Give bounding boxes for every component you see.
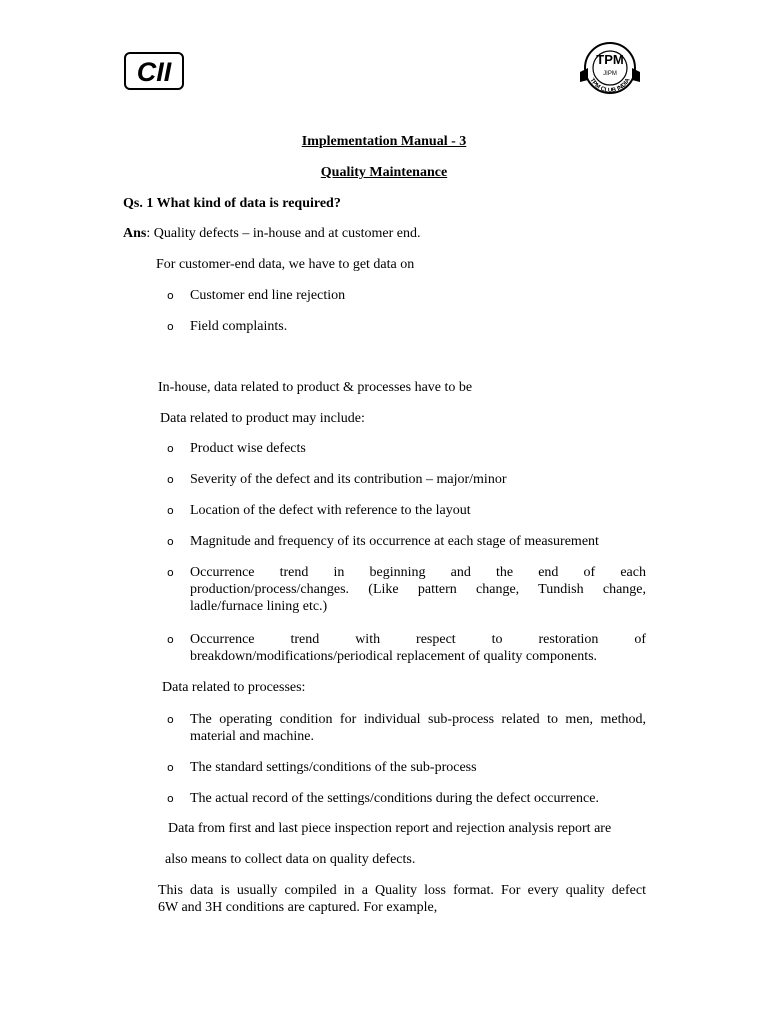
bullet-icon: o: [167, 442, 174, 455]
list-item-text: Customer end line rejection: [190, 288, 346, 303]
svg-text:TPM: TPM: [596, 52, 624, 67]
list-item-line: Occurrence trend with respect to restoration of: [190, 632, 646, 647]
customer-intro: For customer-end data, we have to get data on: [156, 257, 415, 272]
list-item-text: [190, 711, 646, 745]
answer-label: Ans: [123, 226, 147, 241]
list-item-line: Occurrence trend in beginning and the end of each: [190, 565, 646, 580]
list-item-text: [190, 631, 646, 665]
list-item-line: The operating condition for individual sub-process related to men, method,: [190, 712, 646, 727]
paragraph-line: This data is usually compiled in a Quality loss format. For every quality defect: [158, 883, 646, 898]
svg-text:TPM CLUB INDIA: TPM CLUB INDIA: [588, 77, 632, 95]
answer-line: [123, 225, 420, 242]
list-item-text: Severity of the defect and its contribution – major/minor: [190, 472, 507, 487]
list-item-line: breakdown/modifications/periodical replacement of quality components.: [190, 649, 598, 664]
page-subtitle: Quality Maintenance: [320, 165, 448, 180]
product-intro: Data related to product may include:: [160, 411, 365, 426]
paragraph: Data from first and last piece inspection report and rejection analysis report are: [168, 821, 612, 836]
list-item-text: The actual record of the settings/conditions during the defect occurrence.: [190, 791, 599, 806]
answer-text: : Quality defects – in-house and at customer end.: [146, 226, 421, 241]
list-item-text: [190, 564, 646, 615]
paragraph-line: 6W and 3H conditions are captured. For example,: [158, 900, 438, 915]
cii-logo: [124, 52, 184, 90]
page-title: Implementation Manual - 3: [301, 134, 467, 149]
svg-text:CII: CII: [136, 57, 172, 87]
bullet-icon: o: [167, 320, 174, 333]
list-item-text: Magnitude and frequency of its occurrence at each stage of measurement: [190, 534, 599, 549]
tpm-club-logo: [578, 40, 642, 96]
list-item-text: The standard settings/conditions of the sub-process: [190, 760, 477, 775]
list-item-line: material and machine.: [190, 729, 314, 744]
bullet-icon: o: [167, 792, 174, 805]
cii-logo-icon: [124, 52, 184, 90]
bullet-icon: o: [167, 289, 174, 302]
bullet-icon: o: [167, 713, 174, 726]
list-item-line: production/process/changes. (Like pattern change, Tundish change,: [190, 582, 646, 597]
inhouse-intro: In-house, data related to product & processes have to be: [158, 380, 473, 395]
list-item-line: ladle/furnace lining etc.): [190, 599, 328, 614]
bullet-icon: o: [167, 504, 174, 517]
tpm-club-logo-icon: [578, 40, 642, 96]
question-heading: Qs. 1 What kind of data is required?: [123, 196, 341, 211]
paragraph: [158, 882, 646, 916]
list-item-text: Product wise defects: [190, 441, 306, 456]
paragraph: also means to collect data on quality defects.: [165, 852, 416, 867]
process-intro: Data related to processes:: [162, 680, 306, 695]
bullet-icon: o: [167, 535, 174, 548]
bullet-icon: o: [167, 566, 174, 579]
svg-text:JIPM: JIPM: [603, 71, 617, 77]
bullet-icon: o: [167, 473, 174, 486]
list-item-text: Field complaints.: [190, 319, 288, 334]
list-item-text: Location of the defect with reference to the layout: [190, 503, 471, 518]
bullet-icon: o: [167, 761, 174, 774]
bullet-icon: o: [167, 633, 174, 646]
